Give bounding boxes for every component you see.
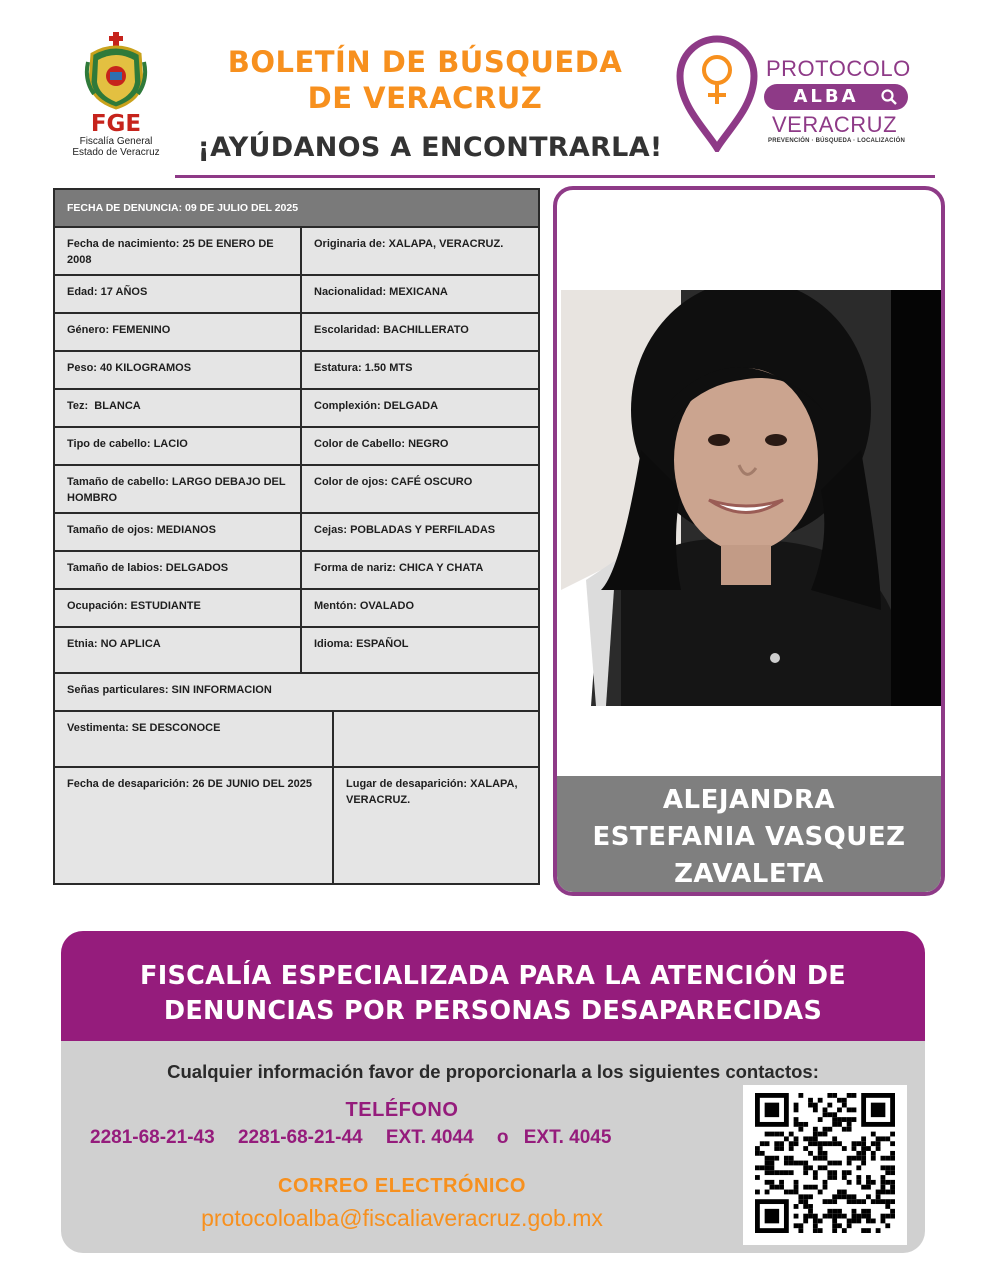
alba-word-protocolo: PROTOCOLO [766,56,911,81]
table-row [55,428,538,466]
search-icon [880,88,898,106]
table-cell: Edad: 17 AÑOS [67,286,148,298]
portrait-image [561,290,941,706]
table-cell: Tamaño de ojos: MEDIANOS [67,524,216,536]
table-header-row [55,190,538,228]
table-cell: Mentón: OVALADO [300,590,538,626]
fge-abbreviation: FGE [90,111,142,137]
banner-line2: DENUNCIAS POR PERSONAS DESAPARECIDAS [163,996,823,1026]
missing-person-photo [561,290,941,706]
table-row [55,466,538,514]
contact-area [61,1041,925,1253]
table-cell: Nacionalidad: MEXICANA [300,276,538,312]
table-cell: Etnia: NO APLICA [67,638,161,650]
table-row [55,276,538,314]
table-row [55,768,538,883]
bulletin-title-line1: BOLETÍN DE BÚSQUEDA [227,45,623,79]
missing-person-data-table [53,188,540,885]
email-address[interactable]: protocoloalba@fiscaliaveracruz.gob.mx [201,1205,603,1231]
table-cell: Tez: BLANCA [67,400,141,412]
table-row [55,228,538,276]
table-row [55,628,538,674]
table-cell: Forma de nariz: CHICA Y CHATA [300,552,538,588]
table-cell: Tamaño de cabello: LARGO DEBAJO DEL HOMBRO [67,476,286,504]
bulletin-title-line2: DE VERACRUZ [307,81,543,115]
alba-word-veracruz: VERACRUZ [772,112,898,137]
table-cell: Tipo de cabello: LACIO [67,438,188,450]
veracruz-shield-icon [84,32,148,110]
disappearance-date: Fecha de desaparición: 26 DE JUNIO DEL 2025 [67,778,312,790]
or-separator: o [496,1127,509,1148]
qr-code-icon [755,1093,895,1233]
table-cell: Fecha de nacimiento: 25 DE ENERO DE 2008 [67,238,274,266]
table-cell: Cejas: POBLADAS Y PERFILADAS [300,514,538,550]
table-cell-empty [332,712,538,766]
table-row [55,352,538,390]
table-row [55,590,538,628]
table-cell: Estatura: 1.50 MTS [300,352,538,388]
fiscalia-banner [61,931,925,1041]
phone-number-2[interactable]: 2281-68-21-44 [237,1127,363,1148]
bulletin-title [195,44,655,116]
header-divider [175,175,935,178]
email-label: CORREO ELECTRÓNICO [278,1175,526,1197]
report-date: FECHA DE DENUNCIA: 09 DE JULIO DEL 2025 [67,202,299,214]
table-row [55,674,538,712]
location-pin-icon [676,34,758,152]
alba-pill [764,84,908,110]
protocolo-alba-logo [676,34,926,154]
missing-person-name [557,776,941,892]
table-cell: Tamaño de labios: DELGADOS [67,562,229,574]
table-row [55,390,538,428]
table-cell: Ocupación: ESTUDIANTE [67,600,201,612]
alba-tagline: PREVENCIÓN · BÚSQUEDA · LOCALIZACIÓN [768,138,905,144]
table-cell: Peso: 40 KILOGRAMOS [67,362,192,374]
contact-intro: Cualquier información favor de proporcionarla a los siguientes contactos: [167,1061,819,1082]
disappearance-place: Lugar de desaparición: XALAPA, VERACRUZ. [332,768,538,883]
banner-line1: FISCALÍA ESPECIALIZADA PARA LA ATENCIÓN DE [139,961,847,991]
distinguishing-marks: Señas particulares: SIN INFORMACION [67,684,272,696]
alba-word-alba: ALBA [793,86,859,107]
table-cell: Idioma: ESPAÑOL [300,628,538,672]
table-row [55,314,538,352]
phone-number-1[interactable]: 2281-68-21-43 [90,1127,215,1148]
table-cell: Originaria de: XALAPA, VERACRUZ. [300,228,538,274]
name-line2: ESTEFANIA VASQUEZ [592,822,906,852]
name-line1: ALEJANDRA [662,785,836,815]
help-find-heading: ¡AYÚDANOS A ENCONTRARLA! [197,132,663,163]
photo-card [553,186,945,896]
table-cell: Escolaridad: BACHILLERATO [300,314,538,350]
phone-numbers [90,1127,730,1149]
extension-2: EXT. 4045 [523,1127,612,1148]
phone-label: TELÉFONO [345,1099,459,1121]
table-cell: Género: FEMENINO [67,324,171,336]
extension-1: EXT. 4044 [385,1127,474,1148]
fge-name-line2: Estado de Veracruz [72,147,160,158]
fge-name-line1: Fiscalía General [79,136,153,147]
fge-logo [64,32,168,164]
qr-code[interactable] [743,1085,907,1245]
clothing: Vestimenta: SE DESCONOCE [67,722,221,734]
table-row [55,514,538,552]
table-row [55,552,538,590]
table-cell: Complexión: DELGADA [300,390,538,426]
table-cell: Color de ojos: CAFÉ OSCURO [300,466,538,512]
table-cell: Color de Cabello: NEGRO [300,428,538,464]
table-row [55,712,538,768]
name-line3: ZAVALETA [674,859,824,889]
